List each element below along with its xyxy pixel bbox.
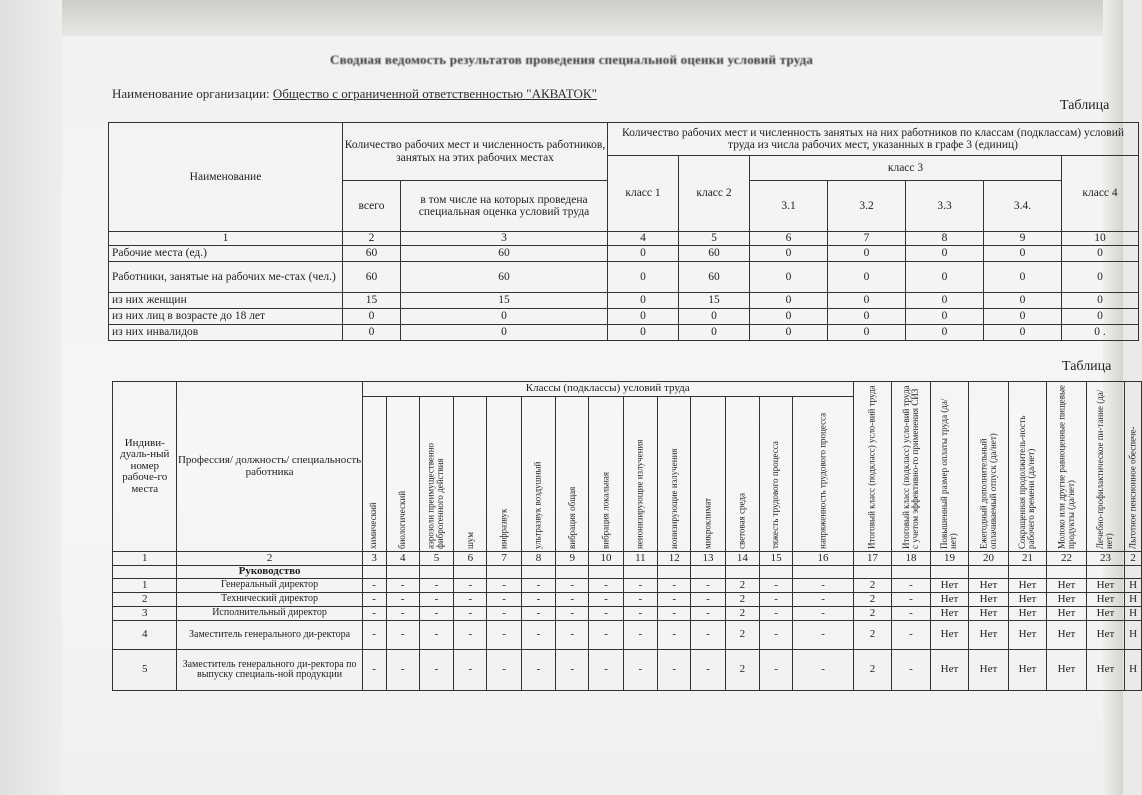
value-cell: -: [892, 579, 930, 593]
table-row: [113, 593, 1142, 607]
value-cell: 0: [401, 309, 608, 325]
value-cell: -: [454, 621, 487, 650]
column-number: 11: [623, 552, 657, 566]
value-cell: -: [419, 579, 453, 593]
value-cell: -: [589, 621, 623, 650]
value-cell: 60: [401, 262, 608, 293]
value-cell: Нет: [969, 607, 1009, 621]
value-cell: -: [691, 621, 725, 650]
column-number: 15: [759, 552, 792, 566]
value-cell: Нет: [930, 579, 968, 593]
value-cell: -: [362, 579, 386, 593]
value-cell: Нет: [1047, 607, 1087, 621]
header-factor: биологический: [386, 397, 419, 552]
value-cell: Н: [1125, 607, 1142, 621]
column-number: 22: [1047, 552, 1087, 566]
workplaces-table: [112, 381, 1142, 691]
value-cell: 0: [984, 246, 1062, 262]
table-row: [113, 607, 1142, 621]
value-cell: -: [487, 607, 521, 621]
value-cell: -: [454, 593, 487, 607]
value-cell: Н: [1125, 650, 1142, 691]
value-cell: -: [658, 593, 691, 607]
column-number: 7: [828, 232, 906, 246]
value-cell: 0: [679, 309, 750, 325]
row-label: из них инвалидов: [109, 325, 343, 341]
value-cell: Нет: [1086, 621, 1124, 650]
header-total: всего: [343, 181, 401, 232]
empty-cell: [793, 566, 854, 579]
header-classes: Количество рабочих мест и численность занятых на них работников по классам (подклассам) условий труда из числа рабочих мест, указанных в графе 3 (единиц): [608, 123, 1139, 156]
header-extra: Молоко или другие равноценные пищевые продукты (да/нет): [1047, 382, 1087, 552]
value-cell: -: [793, 607, 854, 621]
value-cell: -: [487, 593, 521, 607]
value-cell: -: [623, 579, 657, 593]
empty-cell: [1125, 566, 1142, 579]
profession-cell: Технический директор: [177, 593, 362, 607]
column-number: 20: [969, 552, 1009, 566]
value-cell: Нет: [1047, 593, 1087, 607]
value-cell: Нет: [1008, 579, 1046, 593]
value-cell: 2: [725, 621, 759, 650]
value-cell: Нет: [1086, 607, 1124, 621]
empty-cell: [691, 566, 725, 579]
value-cell: 0: [828, 309, 906, 325]
value-cell: -: [454, 579, 487, 593]
value-cell: -: [521, 621, 555, 650]
value-cell: 2: [725, 593, 759, 607]
table-row: [109, 262, 1139, 293]
empty-cell: [589, 566, 623, 579]
profession-cell: Заместитель генерального ди-ректора по выпуску специаль-ной продукции: [177, 650, 362, 691]
header-row: [113, 382, 1142, 397]
value-cell: Нет: [1086, 579, 1124, 593]
column-number: 4: [608, 232, 679, 246]
column-number: 10: [1062, 232, 1139, 246]
value-cell: 0: [679, 325, 750, 341]
row-label: Рабочие места (ед.): [109, 246, 343, 262]
value-cell: Нет: [1086, 593, 1124, 607]
value-cell: Нет: [1008, 621, 1046, 650]
column-number: 5: [419, 552, 453, 566]
value-cell: -: [759, 621, 792, 650]
column-number: 8: [906, 232, 984, 246]
number-row: [109, 232, 1139, 246]
header-extra: Повышенный размер оплаты труда (да/нет): [930, 382, 968, 552]
value-cell: -: [419, 607, 453, 621]
value-cell: 0: [401, 325, 608, 341]
value-cell: 0 .: [1062, 325, 1139, 341]
value-cell: 60: [343, 246, 401, 262]
value-cell: 0: [750, 262, 828, 293]
value-cell: -: [556, 621, 589, 650]
value-cell: 0: [343, 309, 401, 325]
table-row: [109, 309, 1139, 325]
workplace-id: 3: [113, 607, 177, 621]
header-workplace-id: Индиви-дуаль-ный номер рабоче-го места: [113, 382, 177, 552]
value-cell: -: [487, 650, 521, 691]
value-cell: -: [793, 593, 854, 607]
value-cell: Нет: [1008, 650, 1046, 691]
column-number: 3: [401, 232, 608, 246]
value-cell: -: [691, 579, 725, 593]
workplace-id: 5: [113, 650, 177, 691]
header-profession: Профессия/ должность/ специальность работника: [177, 382, 362, 552]
header-extra: Итоговый класс (подкласс) усло-вий труда: [853, 382, 891, 552]
column-number: 5: [679, 232, 750, 246]
value-cell: -: [691, 650, 725, 691]
value-cell: Н: [1125, 593, 1142, 607]
column-number: 9: [984, 232, 1062, 246]
value-cell: 2: [853, 621, 891, 650]
value-cell: -: [386, 621, 419, 650]
value-cell: 0: [984, 262, 1062, 293]
value-cell: 0: [906, 309, 984, 325]
column-number: 17: [853, 552, 891, 566]
value-cell: -: [521, 579, 555, 593]
header-factor: химический: [362, 397, 386, 552]
workplace-id: 4: [113, 621, 177, 650]
column-number: 1: [109, 232, 343, 246]
value-cell: Нет: [930, 650, 968, 691]
value-cell: -: [362, 607, 386, 621]
value-cell: -: [419, 593, 453, 607]
scan-top-edge: [0, 0, 1123, 36]
value-cell: -: [556, 579, 589, 593]
value-cell: 2: [853, 593, 891, 607]
value-cell: -: [362, 650, 386, 691]
header-class2: класс 2: [679, 156, 750, 232]
value-cell: -: [589, 593, 623, 607]
value-cell: Нет: [1086, 650, 1124, 691]
empty-cell: [1008, 566, 1046, 579]
value-cell: -: [623, 621, 657, 650]
value-cell: Нет: [1008, 593, 1046, 607]
value-cell: 2: [725, 650, 759, 691]
profession-cell: Исполнительный директор: [177, 607, 362, 621]
header-class3: класс 3: [750, 156, 1062, 181]
empty-cell: [487, 566, 521, 579]
empty-cell: [969, 566, 1009, 579]
row-label: из них лиц в возрасте до 18 лет: [109, 309, 343, 325]
value-cell: 15: [679, 293, 750, 309]
header-factor: вибрация общая: [556, 397, 589, 552]
column-number: 6: [454, 552, 487, 566]
empty-cell: [419, 566, 453, 579]
empty-cell: [454, 566, 487, 579]
column-number: 16: [793, 552, 854, 566]
header-factor: напряженность трудового процесса: [793, 397, 854, 552]
table2-label: Таблица: [1062, 359, 1112, 374]
value-cell: -: [691, 593, 725, 607]
section-row: [113, 566, 1142, 579]
value-cell: -: [487, 579, 521, 593]
empty-cell: [759, 566, 792, 579]
value-cell: 0: [1062, 262, 1139, 293]
column-number: 21: [1008, 552, 1046, 566]
value-cell: -: [419, 621, 453, 650]
header-factor: ионизирующие излучения: [658, 397, 691, 552]
value-cell: Нет: [969, 621, 1009, 650]
value-cell: -: [362, 593, 386, 607]
column-number: 3: [362, 552, 386, 566]
header-extra: Ежегодный дополнительный оплачиваемый отпуск (да/нет): [969, 382, 1009, 552]
value-cell: -: [623, 650, 657, 691]
value-cell: 60: [343, 262, 401, 293]
column-number: 8: [521, 552, 555, 566]
value-cell: -: [556, 593, 589, 607]
value-cell: -: [658, 579, 691, 593]
value-cell: -: [386, 607, 419, 621]
value-cell: -: [521, 650, 555, 691]
value-cell: -: [556, 650, 589, 691]
value-cell: 0: [828, 293, 906, 309]
value-cell: 0: [828, 325, 906, 341]
header-factor: ультразвук воздушный: [521, 397, 555, 552]
value-cell: Нет: [930, 593, 968, 607]
value-cell: -: [793, 579, 854, 593]
workplace-id: 1: [113, 579, 177, 593]
value-cell: -: [658, 621, 691, 650]
header-condition-classes: Классы (подклассы) условий труда: [362, 382, 853, 397]
header-subclass: 3.3: [906, 181, 984, 232]
value-cell: -: [892, 650, 930, 691]
header-factor: аэрозоли преимущественно фиброгенного действия: [419, 397, 453, 552]
column-number: 2: [177, 552, 362, 566]
organization-label: Наименование организации:: [112, 86, 270, 101]
value-cell: 0: [828, 262, 906, 293]
value-cell: 0: [750, 246, 828, 262]
header-subclass: 3.1: [750, 181, 828, 232]
section-title: Руководство: [177, 566, 362, 579]
value-cell: 0: [750, 325, 828, 341]
profession-cell: Генеральный директор: [177, 579, 362, 593]
empty-cell: [658, 566, 691, 579]
value-cell: -: [386, 650, 419, 691]
table-row: [109, 293, 1139, 309]
value-cell: 60: [679, 262, 750, 293]
number-row: [113, 552, 1142, 566]
table-row: [113, 650, 1142, 691]
value-cell: Нет: [969, 579, 1009, 593]
value-cell: -: [658, 607, 691, 621]
value-cell: 2: [853, 607, 891, 621]
value-cell: -: [691, 607, 725, 621]
header-class4: класс 4: [1062, 156, 1139, 232]
value-cell: 0: [984, 293, 1062, 309]
column-number: 19: [930, 552, 968, 566]
empty-cell: [362, 566, 386, 579]
empty-cell: [1086, 566, 1124, 579]
value-cell: -: [892, 607, 930, 621]
empty-cell: [556, 566, 589, 579]
organization-name: Общество с ограниченной ответственностью "АКВАТОК": [272, 86, 597, 101]
value-cell: -: [623, 593, 657, 607]
value-cell: -: [386, 593, 419, 607]
value-cell: 0: [1062, 293, 1139, 309]
value-cell: -: [386, 579, 419, 593]
header-assessed: в том числе на которых проведена специальная оценка условий труда: [401, 181, 608, 232]
value-cell: 0: [750, 293, 828, 309]
value-cell: Нет: [1047, 579, 1087, 593]
header-name: Наименование: [109, 123, 343, 232]
value-cell: 2: [725, 579, 759, 593]
value-cell: -: [658, 650, 691, 691]
value-cell: -: [759, 593, 792, 607]
header-factor: вибрация локальная: [589, 397, 623, 552]
row-label: Работники, занятые на рабочих ме-стах (чел.): [109, 262, 343, 293]
table-row: [109, 325, 1139, 341]
header-factor: шум: [454, 397, 487, 552]
header-subclass: 3.4.: [984, 181, 1062, 232]
value-cell: Нет: [969, 650, 1009, 691]
value-cell: -: [589, 607, 623, 621]
value-cell: -: [589, 650, 623, 691]
value-cell: -: [419, 650, 453, 691]
empty-cell: [725, 566, 759, 579]
column-number: 18: [892, 552, 930, 566]
value-cell: 2: [853, 579, 891, 593]
empty-cell: [892, 566, 930, 579]
empty-cell: [1047, 566, 1087, 579]
value-cell: Н: [1125, 621, 1142, 650]
empty-cell: [853, 566, 891, 579]
empty-cell: [386, 566, 419, 579]
workplace-id: 2: [113, 593, 177, 607]
value-cell: -: [759, 579, 792, 593]
column-number: 13: [691, 552, 725, 566]
column-number: 10: [589, 552, 623, 566]
header-count: Количество рабочих мест и численность работников, занятых на этих рабочих местах: [343, 123, 608, 181]
scan-left-edge: [0, 0, 62, 795]
value-cell: 0: [828, 246, 906, 262]
value-cell: 0: [608, 262, 679, 293]
value-cell: 0: [906, 246, 984, 262]
header-factor: неионизирующие излучения: [623, 397, 657, 552]
value-cell: -: [521, 607, 555, 621]
value-cell: -: [892, 621, 930, 650]
value-cell: 0: [984, 309, 1062, 325]
value-cell: -: [759, 607, 792, 621]
header-class1: класс 1: [608, 156, 679, 232]
value-cell: 0: [750, 309, 828, 325]
header-extra: Сокращенная продолжитель-ность рабочего времени (да/нет): [1008, 382, 1046, 552]
document-title: Сводная ведомость результатов проведения специальной оценки условий труда: [330, 52, 814, 67]
column-number: 2: [343, 232, 401, 246]
value-cell: Нет: [1008, 607, 1046, 621]
header-factor: инфразвук: [487, 397, 521, 552]
value-cell: 0: [608, 325, 679, 341]
empty-cell: [930, 566, 968, 579]
column-number: 6: [750, 232, 828, 246]
value-cell: 0: [608, 309, 679, 325]
row-label: из них женщин: [109, 293, 343, 309]
value-cell: 0: [906, 293, 984, 309]
value-cell: 15: [343, 293, 401, 309]
value-cell: -: [793, 621, 854, 650]
value-cell: -: [892, 593, 930, 607]
value-cell: 0: [906, 262, 984, 293]
value-cell: Нет: [930, 621, 968, 650]
value-cell: Нет: [1047, 621, 1087, 650]
value-cell: -: [589, 579, 623, 593]
value-cell: 2: [725, 607, 759, 621]
empty-cell: [521, 566, 555, 579]
table-row: [113, 621, 1142, 650]
table1-label: Таблица: [1060, 98, 1110, 113]
value-cell: 0: [343, 325, 401, 341]
header-extra: Итоговый класс (подкласс) усло-вий труда с учетом эффективно-го применения СИЗ: [892, 382, 930, 552]
value-cell: 60: [401, 246, 608, 262]
organization-line: [112, 86, 597, 102]
value-cell: Нет: [969, 593, 1009, 607]
value-cell: Нет: [930, 607, 968, 621]
column-number: 7: [487, 552, 521, 566]
value-cell: 0: [1062, 246, 1139, 262]
value-cell: -: [556, 607, 589, 621]
column-number: 4: [386, 552, 419, 566]
value-cell: -: [793, 650, 854, 691]
profession-cell: Заместитель генерального ди-ректора: [177, 621, 362, 650]
value-cell: -: [454, 607, 487, 621]
column-number: 23: [1086, 552, 1124, 566]
value-cell: 0: [608, 293, 679, 309]
table-row: [113, 579, 1142, 593]
empty-cell: [623, 566, 657, 579]
column-number: 14: [725, 552, 759, 566]
header-factor: микроклимат: [691, 397, 725, 552]
value-cell: 2: [853, 650, 891, 691]
section-id: [113, 566, 177, 579]
value-cell: 60: [679, 246, 750, 262]
value-cell: 0: [1062, 309, 1139, 325]
header-extra: Льготное пенсионное обеспече-: [1125, 382, 1142, 552]
column-number: 1: [113, 552, 177, 566]
header-factor: тяжесть трудового процесса: [759, 397, 792, 552]
header-factor: световая среда: [725, 397, 759, 552]
column-number: 9: [556, 552, 589, 566]
value-cell: Н: [1125, 579, 1142, 593]
value-cell: 0: [608, 246, 679, 262]
value-cell: 0: [906, 325, 984, 341]
value-cell: 0: [984, 325, 1062, 341]
value-cell: -: [759, 650, 792, 691]
column-number: 12: [658, 552, 691, 566]
header-subclass: 3.2: [828, 181, 906, 232]
header-extra: Лечебно-профилактическое пи-тание (да/нет): [1086, 382, 1124, 552]
value-cell: -: [454, 650, 487, 691]
summary-table: [108, 122, 1139, 341]
value-cell: -: [623, 607, 657, 621]
table-row: [109, 246, 1139, 262]
value-cell: -: [521, 593, 555, 607]
header-row: [109, 123, 1139, 156]
column-number: 2: [1125, 552, 1142, 566]
value-cell: -: [362, 621, 386, 650]
value-cell: Нет: [1047, 650, 1087, 691]
value-cell: 15: [401, 293, 608, 309]
value-cell: -: [487, 621, 521, 650]
